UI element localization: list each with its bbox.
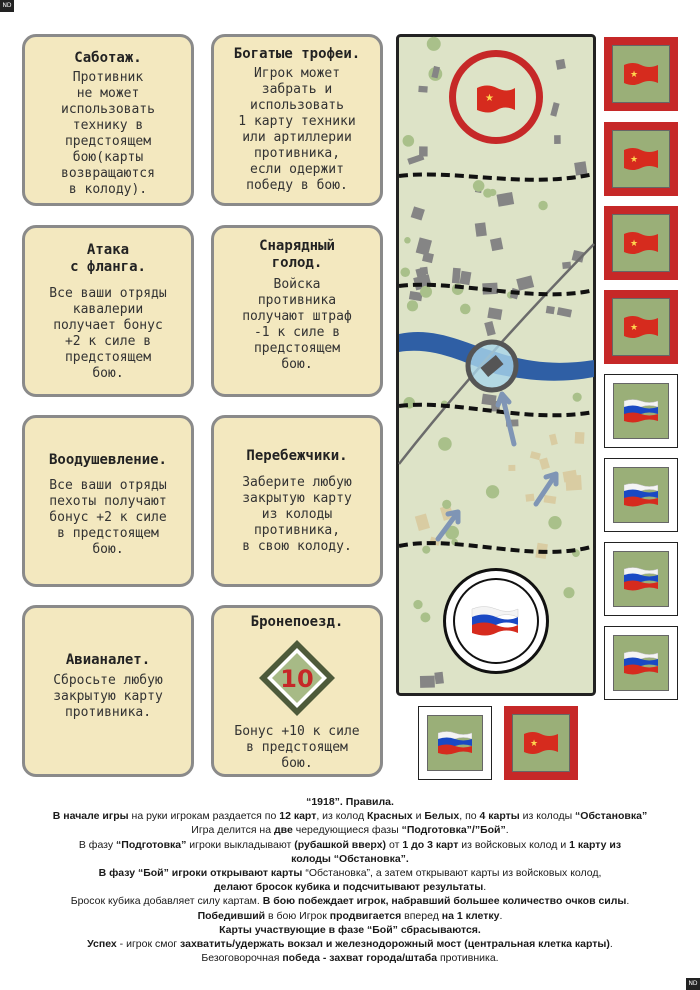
white-flag-icon [624, 483, 658, 507]
rules-line: Карты участвующие в фазе “Бой” сбрасываются. [219, 923, 481, 936]
white-flag-icon [438, 731, 472, 755]
card-body: Заберите любую закрытую карту из колоды противника, в свою колоду. [242, 475, 352, 554]
tree-shape [438, 437, 452, 451]
white-flag-icon [624, 567, 658, 591]
tree-shape [442, 500, 451, 509]
svg-text:★: ★ [530, 739, 539, 749]
card-body: Сбросьте любую закрытую карту противника. [53, 673, 163, 720]
card-title: Снарядный голод. [259, 238, 335, 271]
svg-text:★: ★ [630, 239, 639, 249]
rules-line: В начале игры на руки игрокам раздается по 12 карт, из колод Красных и Белых, по 4 карты из колоды “Обстановка” [52, 810, 648, 823]
tree-shape [404, 237, 411, 244]
card-title: Саботаж. [74, 50, 142, 66]
card-body: Все ваши отряды кавалерии получает бонус +2 к силе в предстоящем бою. [49, 286, 167, 381]
rules-line: делают бросок кубика и подсчитывают результаты. [213, 881, 487, 894]
card-title: Перебежчики. [246, 448, 348, 464]
house-shape [420, 676, 435, 688]
rules-line: Бросок кубика добавляет силу картам. В бою побеждает игрок, набравший большее количество очков силы. [70, 895, 630, 908]
svg-text:★: ★ [630, 70, 639, 80]
house-shape [475, 222, 487, 236]
card-shell-shortage[interactable] [211, 225, 383, 397]
rules-line: Безоговорочная победа - захват города/штаба противника. [201, 952, 499, 965]
house-shape [555, 59, 565, 70]
house-shape [563, 470, 578, 483]
card-title: Воодушевление. [48, 452, 167, 468]
tree-shape [422, 546, 430, 554]
house-shape [574, 161, 587, 175]
corner-tag-bottom: ND [686, 978, 700, 990]
tree-shape [573, 393, 582, 402]
house-shape [418, 86, 427, 93]
card-title: Бронепоезд. [250, 614, 344, 630]
white-flag-icon [624, 651, 658, 675]
card-rich-trophies[interactable] [211, 34, 383, 206]
card-flank-attack[interactable] [22, 225, 194, 397]
card-armored-train[interactable] [211, 605, 383, 777]
card-title: Атака с фланга. [70, 242, 146, 275]
card-body: Игрок может забрать и использовать 1 карту техники или артиллерии противника, если одержит победу в бою. [238, 66, 356, 193]
rules-line: В фазу “Подготовка” игроки выкладывают (рубашкой вверх) от 1 до 3 карт из войсковых колод и 1 карту из [78, 838, 622, 851]
house-shape [481, 394, 496, 406]
tree-shape [403, 135, 415, 147]
rules-title: “1918”. Правила. [306, 796, 394, 808]
svg-text:★: ★ [630, 323, 639, 333]
svg-text:★: ★ [485, 93, 494, 104]
white-flag-card[interactable] [604, 626, 678, 700]
white-flag-icon [624, 399, 658, 423]
tree-shape [548, 516, 561, 529]
house-shape [487, 307, 502, 320]
house-shape [420, 267, 428, 275]
red-flag-icon [624, 147, 658, 171]
red-flag-icon [624, 62, 658, 86]
rules-line: В фазу “Бой” игроки открывают карты “Обстановка”, а затем открывают карты из войсковых колод, [98, 867, 602, 880]
red-flag-icon [624, 231, 658, 255]
house-shape [452, 268, 461, 284]
svg-text:★: ★ [630, 155, 639, 165]
red-flag-card[interactable] [604, 206, 678, 280]
house-shape [459, 271, 471, 285]
house-shape [525, 494, 534, 502]
tree-shape [413, 600, 422, 609]
card-defectors[interactable] [211, 415, 383, 587]
house-shape [554, 135, 561, 144]
house-shape [575, 432, 585, 444]
white-flag-card[interactable] [604, 374, 678, 448]
armored-train-badge-icon [257, 638, 337, 718]
red-flag-icon [624, 315, 658, 339]
card-sabotage[interactable] [22, 34, 194, 206]
house-shape [434, 672, 444, 684]
badge-value: 10 [280, 665, 314, 693]
rules-line: колоды “Обстановка”. [291, 852, 409, 865]
red-flag-icon [524, 731, 558, 755]
red-flag-card[interactable] [604, 37, 678, 111]
white-flag-card[interactable] [604, 542, 678, 616]
house-shape [490, 237, 503, 251]
tree-shape [420, 612, 430, 622]
battle-map [396, 34, 596, 696]
card-body: Противник не может использовать технику в предстоящем бою(карты возвращаются в колоду). [61, 70, 155, 197]
house-shape [546, 306, 555, 315]
tree-shape [427, 37, 441, 51]
red-flag-card[interactable] [604, 290, 678, 364]
tree-shape [407, 300, 418, 311]
tree-shape [460, 304, 471, 315]
tree-shape [483, 188, 492, 197]
rules-section [0, 795, 700, 965]
tree-shape [563, 587, 574, 598]
tree-shape [420, 286, 432, 298]
tree-shape [473, 180, 485, 192]
red-flag-card[interactable] [504, 706, 578, 780]
white-flag-card[interactable] [604, 458, 678, 532]
card-title: Авианалет. [65, 652, 151, 668]
house-shape [508, 465, 515, 471]
rules-line: Успех - игрок смог захватить/удержать вокзал и железнодорожный мост (центральная клетка карты). [87, 938, 613, 951]
card-body: Все ваши отряды пехоты получают бонус +2 к силе в предстоящем бою. [49, 478, 167, 557]
tree-shape [486, 485, 499, 498]
red-flag-card[interactable] [604, 122, 678, 196]
corner-tag-top: ND [0, 0, 14, 12]
card-air-raid[interactable] [22, 605, 194, 777]
rules-line: Победивший в бою Игрок продвигается вперед на 1 клетку. [197, 909, 503, 922]
card-body: Войска противника получают штраф -1 к силе в предстоящем бою. [242, 277, 352, 372]
tree-shape [538, 201, 547, 210]
tree-shape [400, 267, 410, 277]
card-body: Бонус +10 к силе в предстоящем бою. [234, 724, 360, 771]
card-inspiration[interactable] [22, 415, 194, 587]
white-flag-card[interactable] [418, 706, 492, 780]
rules-line: Игра делится на две чередующиеся фазы “Подготовка”/”Бой”. [191, 824, 509, 837]
card-title: Богатые трофеи. [233, 46, 361, 62]
